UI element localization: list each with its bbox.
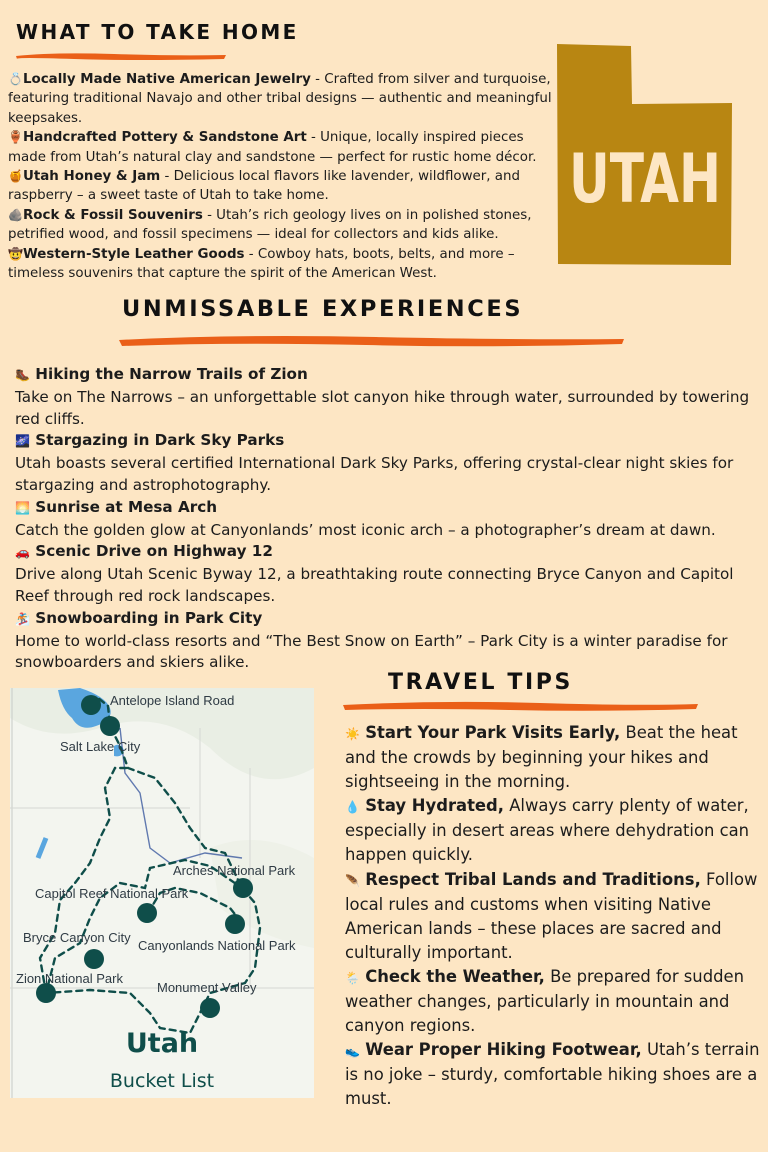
utah-state-logo — [555, 42, 734, 267]
map-label-capitol: Capitol Reef National Park — [35, 886, 189, 901]
weather-icon: 🌦️ — [345, 970, 360, 985]
list-item: ☀️ Start Your Park Visits Early, Beat the heat and the crowds by beginning your hikes and sightseeing in the morning. — [345, 723, 738, 792]
utah-route-map — [10, 688, 314, 1098]
feather-icon: 🪶 — [345, 873, 360, 888]
travel-tips-list — [345, 721, 760, 1112]
map-label-bryce: Bryce Canyon City — [23, 930, 131, 945]
list-item: 🏺Handcrafted Pottery & Sandstone Art - Unique, locally inspired pieces made from Utah’s natural clay and sandstone — perfect for rustic home décor. — [8, 130, 537, 165]
travel-tips-brush-underline — [340, 698, 702, 714]
map-label-zion: Zion National Park — [16, 971, 123, 986]
car-icon: 🚗 — [15, 545, 30, 560]
map-pin-slc — [100, 716, 120, 736]
map-label-canyonlands: Canyonlands National Park — [138, 938, 296, 953]
list-item: 🍯Utah Honey & Jam - Delicious local flavors like lavender, wildflower, and raspberry – a sweet taste of Utah to take home. — [8, 169, 520, 204]
list-item: 🤠Western-Style Leather Goods - Cowboy hats, boots, belts, and more – timeless souvenirs that capture the spirit of the American West. — [8, 246, 515, 282]
map-pin-arches — [233, 878, 253, 898]
map-label-antelope: Antelope Island Road — [110, 693, 235, 708]
map-pin-capitol — [137, 903, 157, 923]
list-item: 🪨Rock & Fossil Souvenirs - Utah’s rich geology lives on in polished stones, petrified wood, and fossil specimens — ideal for collectors and kids alike. — [8, 207, 532, 243]
sunrise-icon: 🌅 — [15, 500, 30, 515]
take-home-heading: WHAT TO TAKE HOME — [16, 20, 299, 44]
list-item: 🥾 Hiking the Narrow Trails of Zion Take on The Narrows – an unforgettable slot canyon hike through water, surrounded by towering red cliffs. — [15, 365, 750, 428]
travel-tips-heading: TRAVEL TIPS — [388, 670, 573, 695]
map-label-monument: Monument Valley — [157, 980, 257, 995]
rock-icon: 🪨 — [8, 207, 23, 222]
map-label-arches: Arches National Park — [173, 863, 296, 878]
sun-icon: ☀️ — [345, 727, 360, 741]
map-title: Utah — [125, 1028, 199, 1059]
experiences-list — [15, 364, 760, 674]
map-pin-monument — [200, 998, 220, 1018]
map-pin-canyonlands — [225, 914, 245, 934]
hiking-boot-icon: 🥾 — [15, 368, 30, 382]
night-sky-icon: 🌌 — [15, 434, 30, 449]
take-home-list — [8, 70, 556, 283]
honey-icon: 🍯 — [8, 169, 23, 184]
list-item: 💧 Stay Hydrated, Always carry plenty of water, especially in desert areas where dehydration can happen quickly. — [345, 796, 750, 865]
utah-logo-text: UTAH — [569, 140, 721, 219]
list-item: 💍Locally Made Native American Jewelry - Crafted from silver and turquoise, featuring traditional Navajo and other tribal designs — authentic and meaningful keepsakes. — [8, 72, 552, 126]
map-pin-zion — [36, 983, 56, 1003]
experiences-brush-underline — [116, 332, 628, 350]
snowboarder-icon: 🏂 — [15, 611, 30, 626]
vase-icon: 🏺 — [8, 130, 23, 145]
map-label-slc: Salt Lake City — [60, 739, 141, 754]
map-subtitle: Bucket List — [109, 1070, 215, 1092]
list-item: 🌅 Sunrise at Mesa Arch Catch the golden glow at Canyonlands’ most iconic arch – a photographer’s dream at dawn. — [15, 497, 716, 539]
map-pin-bryce — [84, 949, 104, 969]
ring-icon: 💍 — [8, 72, 23, 86]
cowboy-hat-icon: 🤠 — [8, 246, 23, 261]
list-item: 🌌 Stargazing in Dark Sky Parks Utah boasts several certified International Dark Sky Parks, offering crystal-clear night skies for stargazing and astrophotography. — [15, 431, 734, 494]
experiences-heading: UNMISSABLE EXPERIENCES — [122, 296, 524, 322]
list-item: 👟 Wear Proper Hiking Footwear, Utah’s terrain is no joke – sturdy, comfortable hiking shoes are a must. — [345, 1040, 760, 1109]
map-pin-antelope — [81, 695, 101, 715]
list-item: 🏂 Snowboarding in Park City Home to world-class resorts and “The Best Snow on Earth” – Park City is a winter paradise for snowboarders and skiers alike. — [15, 608, 728, 672]
take-home-brush-underline — [14, 50, 228, 62]
list-item: 🚗 Scenic Drive on Highway 12 Drive along Utah Scenic Byway 12, a breathtaking route connecting Bryce Canyon and Capitol Reef through red rock landscapes. — [15, 542, 734, 605]
list-item: 🌦️ Check the Weather, Be prepared for sudden weather changes, particularly in mountain and canyon regions. — [345, 966, 744, 1036]
droplet-icon: 💧 — [345, 800, 360, 815]
list-item: 🪶 Respect Tribal Lands and Traditions, Follow local rules and customs when visiting Native American lands – these places are sacred and culturally important. — [345, 869, 758, 962]
hiking-shoe-icon: 👟 — [345, 1044, 360, 1059]
